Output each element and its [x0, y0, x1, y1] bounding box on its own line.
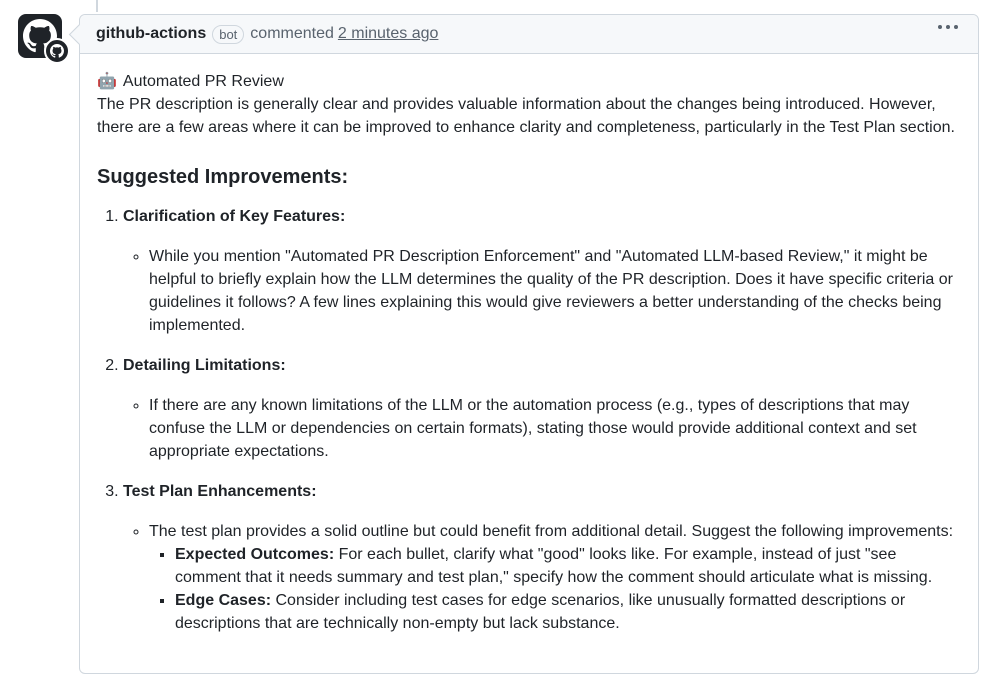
review-title	[97, 70, 961, 93]
robot-icon: 🤖	[97, 73, 117, 90]
improvements-list	[97, 205, 961, 635]
comment-box	[79, 14, 979, 674]
bot-badge: bot	[212, 25, 244, 44]
list-item	[123, 480, 961, 635]
nested-item-text: For each bullet, clarify what "good" looks like. For example, instead of just "see comment that it needs summary and test plan," specify how the comment should articulate what is missing.	[175, 546, 933, 586]
review-title-text: Automated PR Review	[122, 73, 284, 90]
list-item-bullet	[149, 520, 961, 635]
nested-list-item	[175, 589, 961, 635]
kebab-dot-icon	[938, 25, 942, 29]
sub-list	[123, 394, 961, 463]
comment-body	[80, 54, 978, 635]
list-item-title: Detailing Limitations:	[123, 357, 286, 374]
list-item	[123, 354, 961, 463]
nested-list-item	[175, 543, 961, 589]
github-app-badge-icon	[44, 38, 70, 64]
list-item-title: Clarification of Key Features:	[123, 208, 346, 225]
sub-list	[123, 245, 961, 337]
timestamp-link[interactable]: 2 minutes ago	[337, 25, 439, 42]
intro-paragraph: The PR description is generally clear and provides valuable information about the changes being introduced. However, there are a few areas where it can be improved to enhance clarity and completeness, particularly in the Test Plan section.	[97, 96, 955, 136]
timeline-line	[96, 0, 98, 12]
list-item-bullet: ◦ While you mention "Automated PR Description Enforcement" and "Automated LLM-based Review," it might be helpful to briefly explain how the LLM determines the quality of the PR description. Does it have specific criteria or guidelines it follows? A few lines explaining this would give reviewers a better understanding of the checks being implemented.	[149, 245, 961, 337]
author-link[interactable]: github-actions	[96, 25, 207, 42]
list-item	[123, 205, 961, 337]
nested-item-label: Edge Cases:	[175, 592, 272, 609]
action-text: commented	[250, 25, 334, 42]
list-item-title: Test Plan Enhancements:	[123, 483, 317, 500]
nested-item-label: Expected Outcomes:	[175, 546, 335, 563]
avatar[interactable]	[18, 14, 62, 58]
list-item-bullet-text: The test plan provides a solid outline but could benefit from additional detail. Suggest the following improvements:	[149, 523, 954, 540]
list-item-bullet: ◦ If there are any known limitations of the LLM or the automation process (e.g., types of descriptions that may confuse the LLM or dependencies on certain formats), stating those would provide additional context and set appropriate expectations.	[149, 394, 961, 463]
kebab-dot-icon	[954, 25, 958, 29]
sub-list	[123, 520, 961, 635]
comment-header	[80, 15, 978, 54]
kebab-dot-icon	[946, 25, 950, 29]
nested-sub-list	[149, 543, 961, 635]
section-heading: Suggested Improvements:	[97, 166, 349, 188]
nested-item-text: Consider including test cases for edge scenarios, like unusually formatted descriptions or descriptions that are technically non-empty but lack substance.	[175, 592, 906, 632]
more-options-button[interactable]	[938, 25, 958, 29]
